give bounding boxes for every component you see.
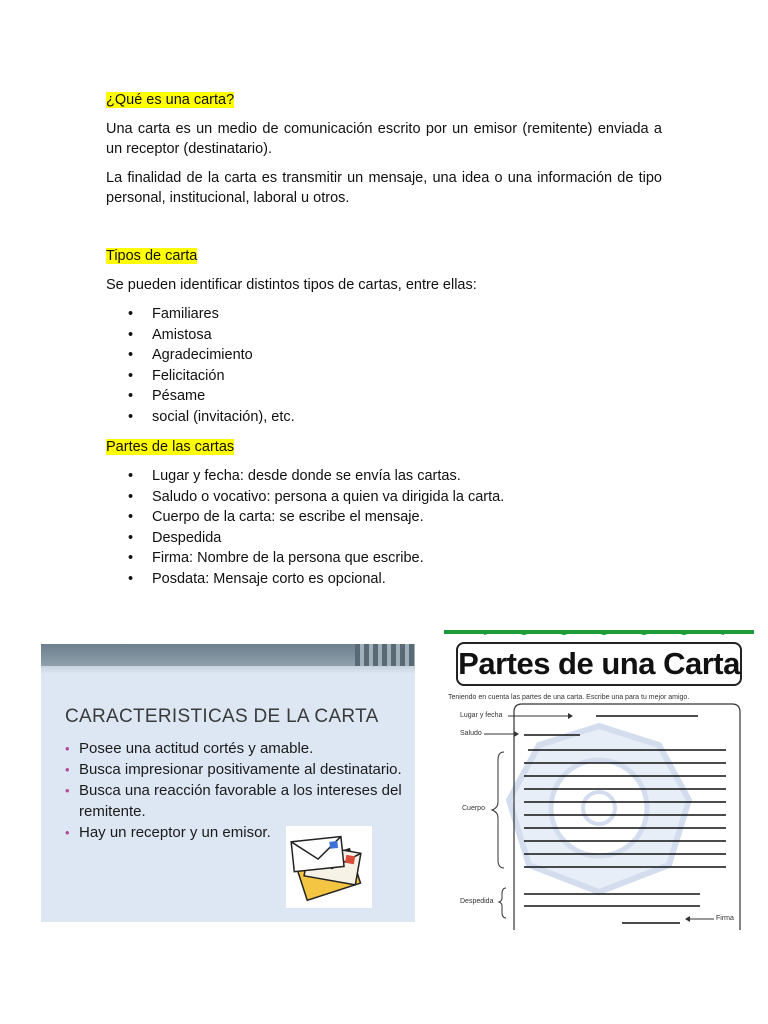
list-item: • Posdata: Mensaje corto es opcional. <box>106 569 662 590</box>
list-item: • Despedida <box>106 528 662 549</box>
list-item: • Felicitación <box>106 366 662 387</box>
heading-que-es: ¿Qué es una carta? <box>106 92 235 108</box>
slide-bullet: • Posee una actitud cortés y amable. <box>63 738 403 759</box>
slide-header-stripes <box>355 644 415 666</box>
list-item: • social (invitación), etc. <box>106 407 662 428</box>
list-item: • Firma: Nombre de la persona que escribe. <box>106 548 662 569</box>
paragraph-finalidad: La finalidad de la carta es transmitir un mensaje, una idea o una información de tipo personal, institucional, laboral u otros. <box>106 170 662 206</box>
slide-caracteristicas <box>41 644 415 922</box>
worksheet-letter-frame <box>444 630 754 930</box>
worksheet-instruction: Teniendo en cuenta las partes de una carta. Escribe una para tu mejor amigo. <box>448 694 690 701</box>
list-item: • Pésame <box>106 386 662 407</box>
label-firma: Firma <box>716 915 734 922</box>
envelopes-clipart <box>286 826 372 908</box>
label-cuerpo: Cuerpo <box>462 805 485 812</box>
worksheet-partes-carta <box>444 630 754 930</box>
worksheet-title: Partes de una Carta <box>458 646 740 681</box>
list-item: • Cuerpo de la carta: se escribe el mensaje. <box>106 507 662 528</box>
list-item: • Saludo o vocativo: persona a quien va dirigida la carta. <box>106 487 662 508</box>
list-item: • Lugar y fecha: desde donde se envía las cartas. <box>106 466 662 487</box>
list-partes <box>106 466 662 589</box>
slide-title: CARACTERISTICAS DE LA CARTA <box>65 706 379 727</box>
label-saludo: Saludo <box>460 730 482 737</box>
slide-bullet: • Hay un receptor y un emisor. <box>63 822 403 843</box>
label-despedida: Despedida <box>460 898 494 905</box>
label-lugar-fecha: Lugar y fecha <box>460 712 503 719</box>
list-item: • Familiares <box>106 304 662 325</box>
list-item: • Amistosa <box>106 325 662 346</box>
heading-tipos: Tipos de carta <box>106 248 198 264</box>
heading-partes: Partes de las cartas <box>106 439 235 455</box>
slide-bullet: • Busca una reacción favorable a los intereses del remitente. <box>63 780 403 822</box>
paragraph-definicion: Una carta es un medio de comunicación escrito por un emisor (remitente) enviada a un receptor (destinatario). <box>106 121 662 157</box>
slide-bullet: • Busca impresionar positivamente al destinatario. <box>63 759 403 780</box>
paragraph-tipos-intro: Se pueden identificar distintos tipos de cartas, entre ellas: <box>106 277 477 293</box>
document-body <box>106 90 662 589</box>
list-tipos <box>106 304 662 427</box>
list-item: • Agradecimiento <box>106 345 662 366</box>
slide-header-shadow <box>41 666 415 674</box>
